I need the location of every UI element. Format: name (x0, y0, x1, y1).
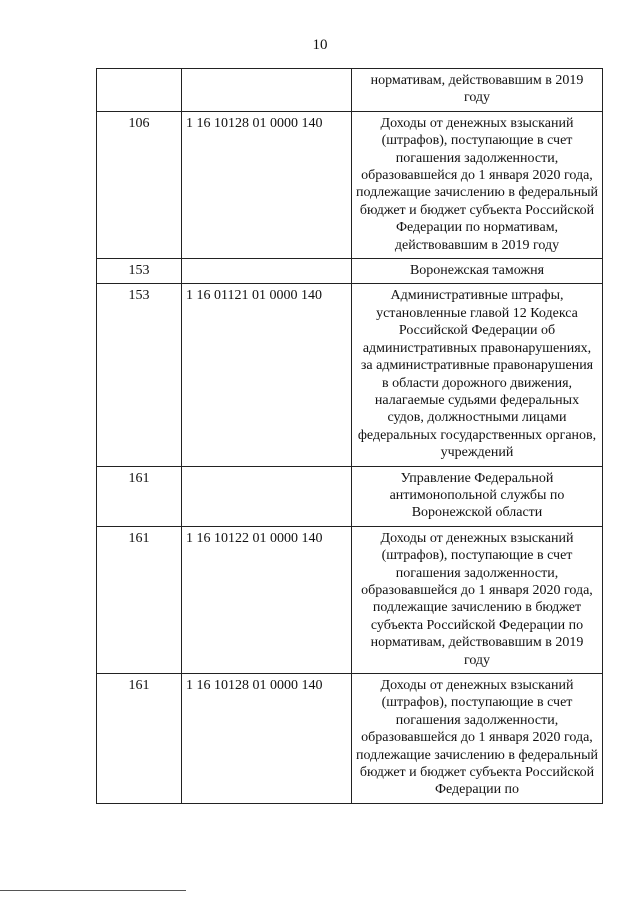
page-number: 10 (312, 37, 328, 53)
admin-code-cell: 161 (97, 674, 182, 804)
budget-code-cell (182, 259, 352, 284)
description-cell: Доходы от денежных взысканий (штрафов), поступающие в счет погашения задолженности, образовавшейся до 1 января 2020 года, подлежащие зачислению в федеральный бюджет и бюджет субъекта Российской Федерации по (352, 674, 603, 804)
table-row (97, 69, 603, 112)
table-row (97, 111, 603, 258)
budget-code-cell: 1 16 10128 01 0000 140 (182, 111, 352, 258)
admin-code-cell: 106 (97, 111, 182, 258)
budget-code-cell: 1 16 01121 01 0000 140 (182, 284, 352, 466)
table-row (97, 674, 603, 804)
description-cell: нормативам, действовавшим в 2019 году (352, 69, 603, 112)
budget-code-cell: 1 16 10128 01 0000 140 (182, 674, 352, 804)
description-cell: Доходы от денежных взысканий (штрафов), поступающие в счет погашения задолженности, образовавшейся до 1 января 2020 года, подлежащие зачислению в федеральный бюджет и бюджет субъекта Российской Федерации по нормативам, действовавшим в 2019 году (352, 111, 603, 258)
budget-code-cell (182, 466, 352, 526)
table-row (97, 259, 603, 284)
description-cell: Административные штрафы, установленные главой 12 Кодекса Российской Федерации об административных правонарушениях, за административные правонарушения в области дорожного движения, налагаемые судьями федеральных судов, должностными лицами федеральных государственных органов, учреждений (352, 284, 603, 466)
table-row (97, 466, 603, 526)
admin-code-cell: 153 (97, 259, 182, 284)
table-row (97, 284, 603, 466)
description-cell: Воронежская таможня (352, 259, 603, 284)
description-cell: Управление Федеральной антимонопольной службы по Воронежской области (352, 466, 603, 526)
admin-code-cell (97, 69, 182, 112)
budget-code-cell (182, 69, 352, 112)
table-row (97, 526, 603, 673)
admin-code-cell: 153 (97, 284, 182, 466)
budget-codes-table (96, 68, 603, 804)
admin-code-cell: 161 (97, 466, 182, 526)
scan-edge-line (0, 890, 186, 891)
description-cell: Доходы от денежных взысканий (штрафов), поступающие в счет погашения задолженности, образовавшейся до 1 января 2020 года, подлежащие зачислению в бюджет субъекта Российской Федерации по нормативам, действовавшим в 2019 году (352, 526, 603, 673)
budget-code-cell: 1 16 10122 01 0000 140 (182, 526, 352, 673)
admin-code-cell: 161 (97, 526, 182, 673)
